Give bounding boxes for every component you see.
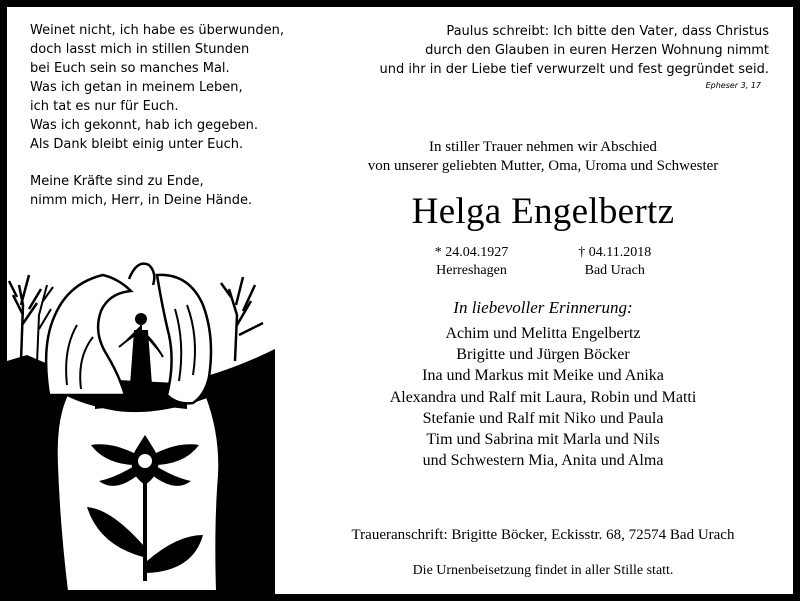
poem-line: Weinet nicht, ich habe es überwunden,	[30, 23, 284, 38]
verse-line: und ihr in der Liebe tief verwurzelt und fest gegründet seid.	[379, 62, 769, 77]
deceased-name: Helga Engelbertz	[411, 191, 675, 232]
poem	[30, 21, 284, 210]
mourner-line: Stefanie und Ralf mit Niko und Paula	[422, 409, 664, 427]
stanza-gap	[30, 154, 284, 172]
announcement	[343, 138, 743, 471]
poem-line: Was ich gekonnt, hab ich gegeben.	[30, 118, 258, 133]
intro-line: In stiller Trauer nehmen wir Abschied	[429, 139, 657, 155]
mourner-line: Ina und Markus mit Meike und Anika	[422, 367, 664, 385]
paper-cut-illustration	[7, 245, 275, 601]
poem-line: Was ich getan in meinem Leben,	[30, 80, 243, 95]
urn-burial-note: Die Urnenbeisetzung findet in aller Stille statt.	[412, 563, 674, 578]
intro-line: von unserer geliebten Mutter, Oma, Uroma und Schwester	[367, 158, 719, 174]
mourner-line: Alexandra und Ralf mit Laura, Robin und Matti	[389, 388, 697, 406]
bible-verse	[349, 22, 769, 92]
life-dates	[343, 244, 743, 280]
death-date: † 04.11.2018	[578, 245, 652, 260]
poem-line: Meine Kräfte sind zu Ende,	[30, 174, 204, 189]
mourner-line: und Schwestern Mia, Anita und Alma	[422, 452, 664, 470]
mourner-line: Achim und Melitta Engelbertz	[445, 325, 641, 342]
birth-place: Herreshagen	[436, 263, 507, 278]
death-info	[578, 244, 651, 280]
birth-date: * 24.04.1927	[434, 245, 509, 260]
verse-line: Paulus schreibt: Ich bitte den Vater, dass Christus	[446, 24, 769, 39]
poem-line: ich tat es nur für Euch.	[30, 99, 179, 114]
poem-line: doch lasst mich in stillen Stunden	[30, 42, 250, 57]
memory-heading: In liebevoller Erinnerung:	[453, 298, 633, 317]
birth-info	[435, 244, 509, 280]
mourners-list	[343, 323, 743, 471]
death-place: Bad Urach	[584, 263, 645, 278]
poem-line: Als Dank bleibt einig unter Euch.	[30, 137, 244, 152]
mourner-line: Tim und Sabrina mit Marla und Nils	[426, 431, 660, 449]
poem-line: nimm mich, Herr, in Deine Hände.	[30, 193, 253, 208]
verse-reference: Epheser 3, 17	[705, 81, 761, 90]
poem-line: bei Euch sein so manches Mal.	[30, 61, 230, 76]
mourning-address: Traueranschrift: Brigitte Böcker, Eckisstr. 68, 72574 Bad Urach	[351, 527, 735, 543]
verse-line: durch den Glauben in euren Herzen Wohnung nimmt	[425, 43, 769, 58]
mourner-line: Brigitte und Jürgen Böcker	[456, 346, 630, 364]
